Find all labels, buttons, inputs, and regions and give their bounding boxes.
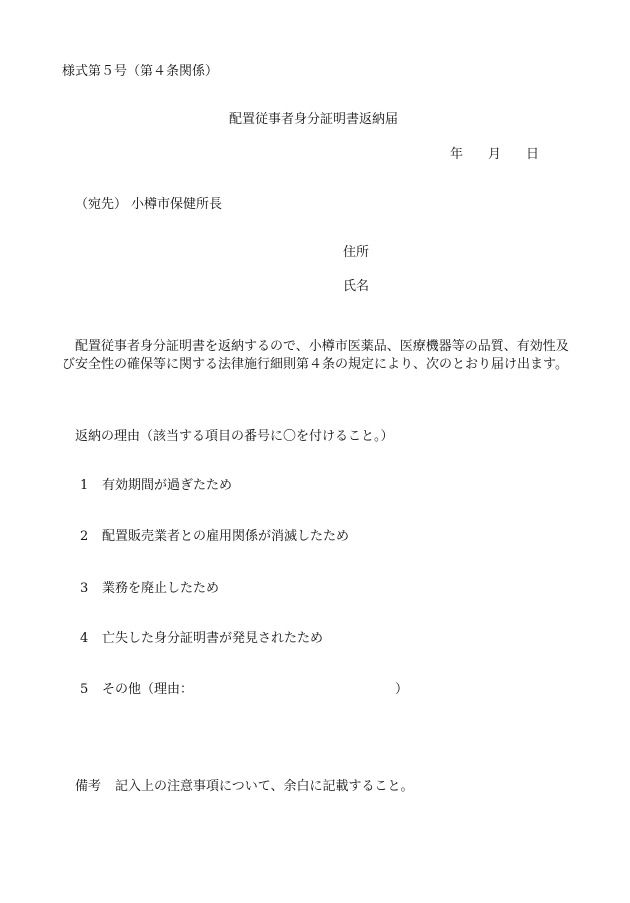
addressee-prefix: （宛先）: [75, 197, 128, 212]
reason-text: 配置販売業者との雇用関係が消滅したため: [102, 529, 350, 544]
remarks-label: 備考: [75, 779, 102, 794]
addressee-name: 小樽市保健所長: [131, 197, 223, 212]
reason-text: 亡失した身分証明書が発見されたため: [102, 631, 324, 646]
reason-item-5: [80, 682, 193, 698]
reason-item-1: [80, 478, 232, 494]
addressee: [75, 197, 222, 213]
reason-heading: 返納の理由（該当する項目の番号に〇を付けること。）: [75, 429, 394, 444]
reason-text: 有効期間が過ぎたため: [102, 478, 233, 493]
date-line: [450, 147, 539, 163]
name-label: 氏名: [343, 279, 370, 294]
reason-number: 4: [80, 631, 89, 646]
reason-5-closing-bracket: ）: [395, 682, 409, 697]
reason-text: 業務を廃止したため: [102, 581, 220, 596]
remarks: [75, 779, 414, 795]
address-label: 住所: [343, 245, 370, 260]
reason-text: その他（理由：: [102, 682, 194, 697]
remarks-text: 記入上の注意事項について、余白に記載すること。: [115, 779, 414, 794]
date-year-label: 年: [450, 147, 464, 162]
reason-number: 2: [80, 529, 89, 544]
reason-item-4: [80, 631, 323, 647]
reason-item-3: [80, 581, 219, 597]
document-title: 配置従事者身分証明書返納届: [229, 112, 399, 127]
reason-number: 5: [80, 682, 89, 697]
reason-item-2: [80, 529, 349, 545]
reason-number: 3: [80, 581, 89, 596]
date-day-label: 日: [526, 147, 540, 162]
date-month-label: 月: [488, 147, 502, 162]
reason-number: 1: [80, 478, 89, 493]
form-number: 様式第５号（第４条関係）: [62, 64, 219, 79]
body-paragraph: 配置従事者身分証明書を返納するので、小樽市医薬品、医療機器等の品質、有効性及び安全性の確保等に関する法律施行細則第４条の規定により、次のとおり届け出ます。: [62, 339, 569, 372]
